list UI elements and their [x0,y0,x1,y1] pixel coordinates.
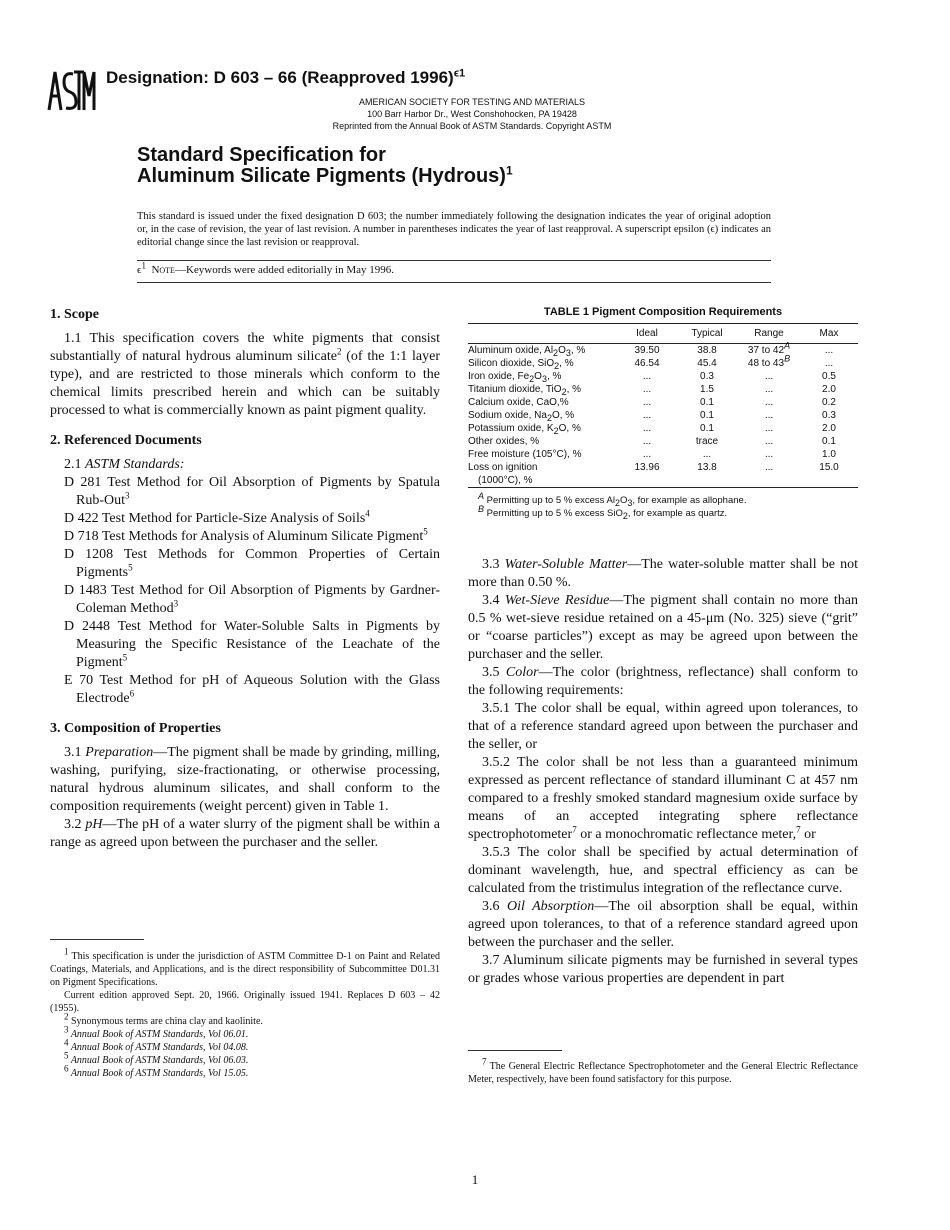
cell-typical: 45.4 [697,358,717,369]
org-name: AMERICAN SOCIETY FOR TESTING AND MATERIALS [358,97,586,107]
cell-ideal: ... [642,371,652,382]
table-row [468,448,858,461]
paragraph-2-1: 2.1 ASTM Standards: [64,457,185,472]
section-heading-scope: 1. Scope [50,307,99,322]
reference-item: D 718 Test Methods for Analysis of Aluminum Silicate Pigment$^5$ [64,526,428,544]
table-row [468,435,858,448]
footnote: $^1$ This specification is under the jurisdiction of ASTM Committee D-1 on Paint and Related Coatings, Materials, and Applications, and is the direct responsibility of Subcommittee D01.31 on Pigment Specifications. [50,946,440,988]
table-row [468,461,858,488]
cell-typical: trace [695,436,719,447]
footnotes-left [50,946,440,1080]
cell-ideal: 46.54 [634,358,660,369]
table-row [468,357,858,370]
astm-logo [46,66,96,112]
row-label: Sodium oxide, $Na_2O$, % [468,410,575,423]
reference-item: D 2448 Test Method for Water-Soluble Salts in Pigments by Measuring the Specific Resistance of the Leachate of the Pigment$^5$ [64,619,440,670]
cell-range: ... [764,423,774,434]
cell-range: ... [764,436,774,447]
footnote: $^3$ Annual Book of ASTM Standards, Vol 06.01. [64,1024,249,1040]
footnote: Current edition approved Sept. 20, 1966. Originally issued 1941. Replaces D 603 – 42 (1955). [50,990,440,1014]
table-footnote-a: $^A$ Permitting up to 5 % excess $Al_2O_3$, for example as allophane. [478,490,747,508]
cell-ideal: ... [642,436,652,447]
table-row [468,370,858,383]
divider [137,282,771,283]
cell-range: ... [738,461,800,488]
paragraph-3-5-1: 3.5.1 The color shall be equal, within agreed upon tolerances, to that of a reference standard agreed upon between the purchaser and the seller, or [468,701,858,752]
cell-typical: 0.1 [700,410,714,421]
row-label: Free moisture (105°C), % [468,449,582,460]
row-label: Aluminum oxide, $Al_2O_3$, % [468,345,586,358]
cell-ideal: ... [642,397,652,408]
section-heading-composition: 3. Composition of Properties [50,721,221,736]
section-heading-references: 2. Referenced Documents [50,433,202,448]
cell-ideal: ... [642,449,652,460]
table-row [468,409,858,422]
cell-typical: 0.1 [700,423,714,434]
column-header [468,324,618,344]
table-row [468,344,858,358]
cell-max: 0.5 [822,371,836,382]
left-column [50,306,440,852]
cell-range: ... [764,397,774,408]
cell-ideal: ... [642,423,652,434]
row-label: Other oxides, % [468,436,540,447]
reference-item: D 1483 Test Method for Oil Absorption of Pigments by Gardner-Coleman Method$^3$ [64,583,440,616]
cell-typical: ... [702,449,712,460]
table-1 [468,306,858,520]
cell-typical: 1.5 [700,384,714,395]
right-column [468,556,858,988]
divider [137,260,771,261]
cell-ideal: 39.50 [634,345,660,356]
column-header: Typical [676,324,738,344]
table-row [468,422,858,435]
paragraph-3-2: 3.2 pH—The pH of a water slurry of the pigment shall be within a range as agreed upon between the purchaser and the seller. [50,817,440,850]
paragraph-3-7: 3.7 Aluminum silicate pigments may be furnished in several types or grades whose various properties are dependent in part [468,953,858,986]
cell-max: 0.2 [822,397,836,408]
table-title: TABLE 1 Pigment Composition Requirements [543,306,783,318]
page-number: 1 [471,1172,479,1187]
column-header: Range [738,324,800,344]
title-line-2: Aluminum Silicate Pigments (Hydrous)$^1$ [137,163,513,187]
cell-range: ... [764,410,774,421]
composition-table [468,323,858,488]
row-label: Calcium oxide, CaO,% [468,397,569,408]
cell-max: 2.0 [822,384,836,395]
table-footnotes [468,490,858,521]
table-header-row [468,324,858,344]
table-row [468,396,858,409]
cell-typical: 13.8 [676,461,738,488]
cell-typical: 38.8 [697,345,717,356]
footnote: $^2$ Synonymous terms are china clay and kaolinite. [64,1011,263,1027]
reference-item: E 70 Test Method for pH of Aqueous Solution with the Glass Electrode$^6$ [64,673,440,706]
org-reprint: Reprinted from the Annual Book of ASTM Standards. Copyright ASTM [332,121,612,131]
cell-range: 37 to $42^A$ [747,340,791,356]
footnotes-right [468,1056,858,1086]
cell-max: 15.0 [800,461,858,488]
org-address: 100 Barr Harbor Dr., West Conshohocken, PA 19428 [367,109,577,119]
cell-range: ... [764,449,774,460]
cell-range: ... [764,371,774,382]
cell-range: 48 to $43^B$ [747,353,791,369]
row-label: Loss on ignition (1000°C), % [468,461,618,488]
cell-max: 0.3 [822,410,836,421]
row-label: Iron oxide, $Fe_2O_3$, % [468,371,562,384]
editorial-note: $\epsilon^1$ Note—Keywords were added editorially in May 1996. [137,260,394,276]
footnote: $^6$ Annual Book of ASTM Standards, Vol 15.05. [64,1063,249,1079]
footnote-divider [50,939,144,940]
cell-max: 0.1 [822,436,836,447]
cell-max: 2.0 [822,423,836,434]
reference-item: D 281 Test Method for Oil Absorption of Pigments by Spatula Rub-Out$^3$ [64,475,440,508]
paragraph-1-1: 1.1 This specification covers the white pigments that consist substantially of natural hydrous aluminum silicate$^2$ (of the 1:1 layer type), and are restricted to those minerals which conform to the chemical limits prescribed herein and which can be suitably processed to what is commercially known as paint pigment quality. [50,331,441,418]
reference-item: D 422 Test Method for Particle-Size Analysis of Soils$^4$ [64,508,370,526]
column-header: Max [800,324,858,344]
cell-max: 1.0 [822,449,836,460]
footnote: $^7$ The General Electric Reflectance Spectrophotometer and the General Electric Reflectance Meter, respectively, have been found satisfactory for this purpose. [468,1056,858,1085]
footnote-divider [468,1050,562,1051]
cell-ideal: ... [642,384,652,395]
svg-text:ASTM: ASTM [46,66,49,67]
table-footnote-b: $^B$ Permitting up to 5 % excess SiO$_2$, for example as quartz. [478,503,728,521]
paragraph-3-5-2: 3.5.2 The color shall be not less than a guaranteed minimum expressed as percent reflectance of standard illuminant C at 457 nm compared to a freshly smoked standard magnesium oxide surface by means of an accepted integrating sphere reflectance spectrophotometer$^7$ or a monochromatic reflectance meter,$^7$ or [468,755,858,842]
row-label: Potassium oxide, $K_2O$, % [468,423,581,436]
paragraph-3-6: 3.6 Oil Absorption—The oil absorption shall be equal, within agreed upon tolerances, to that of a reference standard agreed upon between the purchaser and the seller. [468,899,859,950]
footnote: $^4$ Annual Book of ASTM Standards, Vol 04.08. [64,1037,249,1053]
paragraph-3-3: 3.3 Water-Soluble Matter—The water-soluble matter shall be not more than 0.50 %. [468,557,858,590]
table-row [468,383,858,396]
designation: Designation: D 603 – 66 (Reapproved 1996)$^{\epsilon 1}$ [106,67,466,87]
cell-typical: 0.1 [700,397,714,408]
row-label: Titanium dioxide, TiO$_2$, % [468,384,582,397]
cell-max: ... [824,358,834,369]
title-line-1: Standard Specification for [137,144,386,166]
paragraph-3-4: 3.4 Wet-Sieve Residue—The pigment shall contain no more than 0.5 % wet-sieve residue retained on a 45-μm (No. 325) sieve (“grit” or “coarse particles”) except as may be agreed upon between the purchaser and the seller. [468,593,859,662]
cell-typical: 0.3 [700,371,714,382]
footnote: $^5$ Annual Book of ASTM Standards, Vol 06.03. [64,1050,249,1066]
cell-range: ... [764,384,774,395]
cell-ideal: ... [642,410,652,421]
paragraph-3-5: 3.5 Color—The color (brightness, reflectance) shall conform to the following requirements: [468,665,859,698]
cell-max: ... [824,345,834,356]
publisher-block [262,96,682,132]
row-label: Silicon dioxide, SiO$_2$, % [468,358,574,371]
intro-paragraph: This standard is issued under the fixed designation D 603; the number immediately following the designation indicates the year of original adoption or, in the case of revision, the year of last revision. A number in parentheses indicates the year of last reapproval. A superscript epsilon (ϵ) indicates an editorial change since the last revision or reapproval. [137,211,771,248]
cell-ideal: 13.96 [618,461,676,488]
paragraph-3-1: 3.1 Preparation—The pigment shall be made by grinding, milling, washing, purifying, size-fractionating, or otherwise processing, natural hydrous aluminum silicates, and shall conform to the composition requirements (weight percent) given in Table 1. [50,745,441,814]
reference-item: D 1208 Test Methods for Common Properties of Certain Pigments$^5$ [64,547,440,580]
paragraph-3-5-3: 3.5.3 The color shall be specified by actual determination of dominant wavelength, hue, and spectral efficiency as can be calculated from the tristimulus integration of the reflectance curve. [468,845,858,896]
column-header: Ideal [618,324,676,344]
